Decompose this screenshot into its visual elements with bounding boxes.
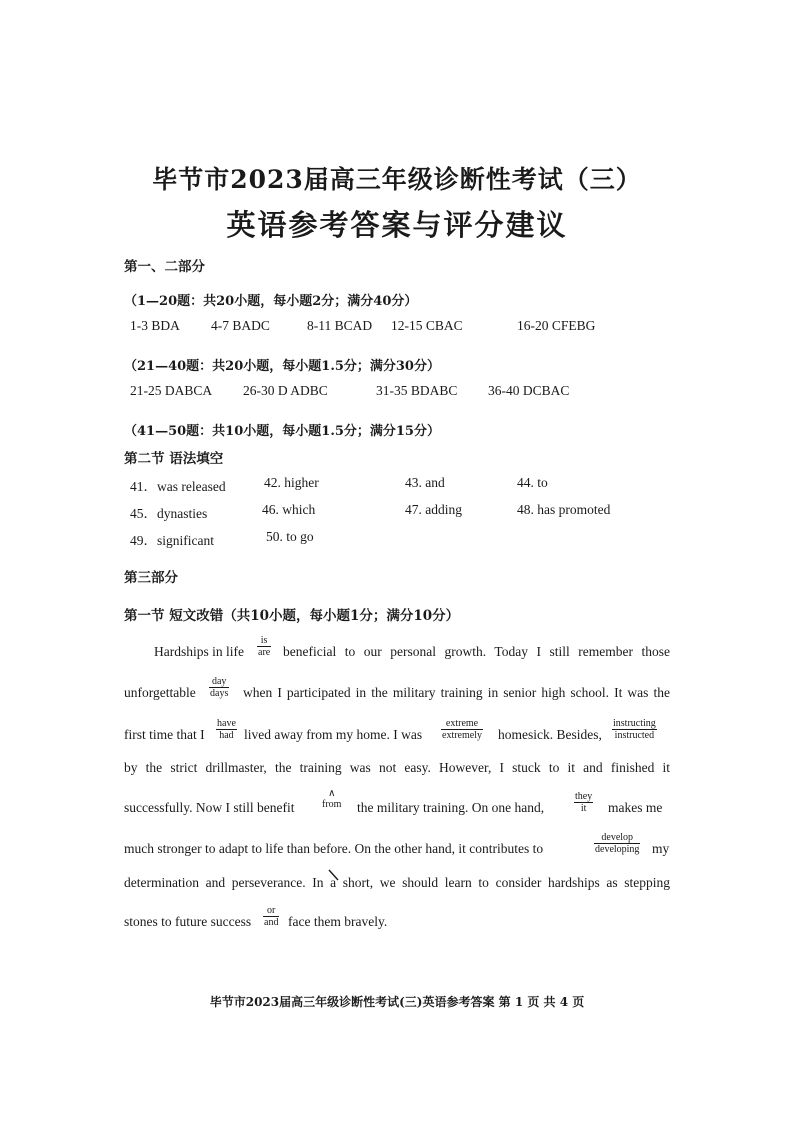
grammar-answer: 50. to go [266, 529, 314, 544]
passage-line: by the strict drillmaster, the training was not easy. However, I stuck to it and finished it [124, 760, 670, 775]
page-footer: 毕节市2023届高三年级诊断性考试(三)英语参考答案 第 1 页 共 4 页 [209, 995, 585, 1009]
score-note-1: （1—20题：共20小题，每小题2分；满分40分） [124, 294, 418, 309]
answer-group: 8-11 BCAD [307, 318, 373, 333]
grammar-answer: 43. and [405, 475, 445, 490]
correction-mark: they it [575, 791, 593, 814]
grammar-answer: 48. has promoted [517, 502, 611, 517]
grammar-answer: 44. to [517, 475, 548, 490]
passage-line: beneficial to our personal growth. Today I still remember those [283, 644, 670, 659]
grammar-answer: 47. adding [405, 502, 462, 517]
answer-group: 1-3 BDA [130, 318, 180, 333]
passage-line: my [652, 841, 670, 856]
passage-line: homesick. Besides, [498, 727, 602, 742]
insertion-caret: ∧ from [322, 788, 342, 810]
score-note-2: （21—40题：共20小题，每小题1.5分；满分30分） [124, 359, 440, 374]
grammar-answer: 41．was released [130, 479, 226, 494]
correction-mark: or and [264, 905, 279, 928]
answer-group: 4-7 BADC [211, 318, 270, 333]
part12-heading: 第一、二部分 [124, 259, 205, 275]
passage-line: when I participated in the military training in senior high school. It was the [243, 685, 670, 700]
part3-heading: 第三部分 [124, 570, 178, 586]
page-subtitle: 英语参考答案与评分建议 [226, 208, 568, 242]
passage-line: Hardships in life [154, 644, 244, 659]
deletion-mark [327, 868, 341, 882]
answer-group: 36-40 DCBAC [488, 383, 570, 398]
correction-mark: day days [210, 676, 229, 699]
answer-group: 21-25 DABCA [130, 383, 213, 398]
passage-line: successfully. Now I still benefit [124, 800, 295, 815]
passage-line: makes me [608, 800, 663, 815]
section-heading: 第二节 语法填空 [124, 451, 224, 467]
correction-mark: extreme extremely [442, 718, 482, 741]
answer-group: 16-20 CFEBG [517, 318, 596, 333]
passage-line: much stronger to adapt to life than before. On the other hand, it contributes to [124, 841, 544, 856]
passage-line: first time that I [124, 727, 205, 742]
passage-line: unforgettable [124, 685, 196, 700]
grammar-answer: 46. which [262, 502, 316, 517]
score-note-3: （41—50题：共10小题，每小题1.5分；满分15分） [124, 424, 440, 439]
section-heading: 第一节 短文改错（共10小题，每小题1分；满分10分） [124, 608, 460, 624]
answer-group: 31-35 BDABC [376, 383, 458, 398]
grammar-answer: 42. higher [264, 475, 319, 490]
grammar-answer: 45．dynasties [130, 506, 208, 521]
passage-line: face them bravely. [288, 914, 388, 929]
passage-line: determination and perseverance. In a short, we should learn to consider hardships as stepping [124, 875, 670, 890]
correction-mark: develop developing [595, 832, 640, 855]
correction-mark: have had [217, 718, 236, 741]
grammar-answer: 49．significant [130, 533, 214, 548]
passage-line: stones to future success [124, 914, 252, 929]
passage-line: lived away from my home. I was [244, 727, 423, 742]
answer-group: 12-15 CBAC [391, 318, 463, 333]
page-title: 毕节市2023届高三年级诊断性考试（三） [152, 165, 642, 194]
correction-mark: instructing instructed [613, 718, 656, 741]
answer-group: 26-30 D ADBC [243, 383, 328, 398]
correction-mark: is are [258, 635, 271, 658]
passage-line: the military training. On one hand, [357, 800, 545, 815]
